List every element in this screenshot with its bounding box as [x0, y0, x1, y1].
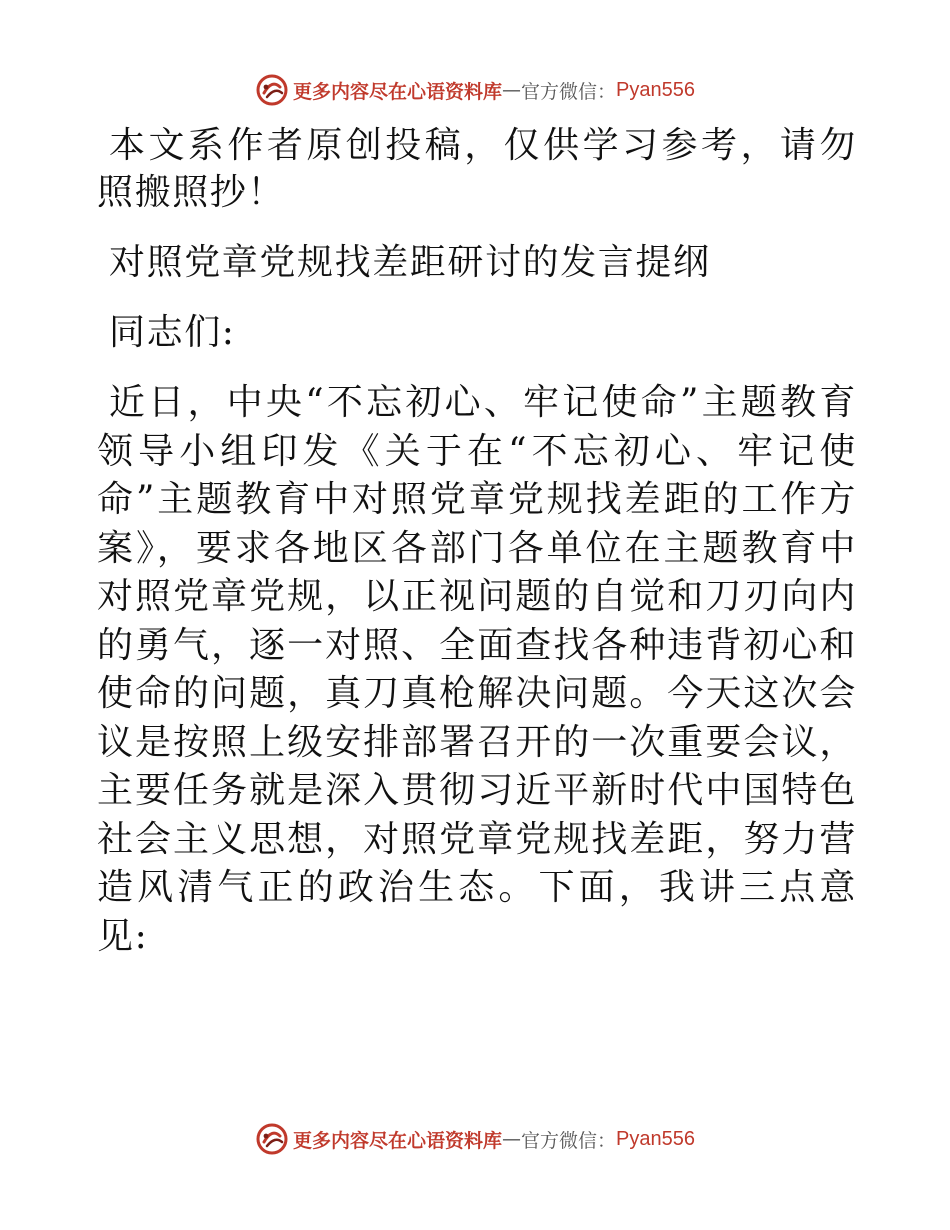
- header-watermark: [0, 70, 950, 110]
- document-title: 对照党章党规找差距研讨的发言提纲: [109, 242, 711, 283]
- swirl-logo-icon: [255, 1122, 289, 1156]
- watermark-wechat-id: Pyan556: [616, 78, 695, 101]
- watermark-title: 更多内容尽在心语资料库: [293, 80, 503, 103]
- watermark-wechat-label: 官方微信：: [521, 1129, 617, 1152]
- watermark-wechat-label: 官方微信：: [521, 80, 617, 103]
- watermark-title: 更多内容尽在心语资料库: [293, 1129, 503, 1152]
- watermark-separator: —: [502, 79, 522, 101]
- document-content: [97, 122, 857, 961]
- body-paragraph: 近日，中央“不忘初心、牢记使命”主题教育领导小组印发《关于在“不忘初心、牢记使命”主题教育中对照党章党规找差距的工作方案》，要求各地区各部门各单位在主题教育中对照党章党规，以正视问题的自觉和刀刃向内的勇气，逐一对照、全面查找各种违背初心和使命的问题，真刀真枪解决问题。今天这次会议是按照上级安排部署召开的一次重要会议，主要任务就是深入贯彻习近平新时代中国特色社会主义思想，对照党章党规找差距，努力营造风清气正的政治生态。下面，我讲三点意见:: [97, 382, 857, 957]
- greeting-paragraph: 同志们:: [109, 312, 236, 353]
- disclaimer-paragraph: 本文系作者原创投稿，仅供学习参考，请勿照搬照抄！: [97, 125, 857, 213]
- watermark-wechat-id: Pyan556: [616, 1127, 695, 1150]
- footer-watermark: [0, 1119, 950, 1159]
- watermark-separator: —: [502, 1128, 522, 1150]
- swirl-logo-icon: [255, 73, 289, 107]
